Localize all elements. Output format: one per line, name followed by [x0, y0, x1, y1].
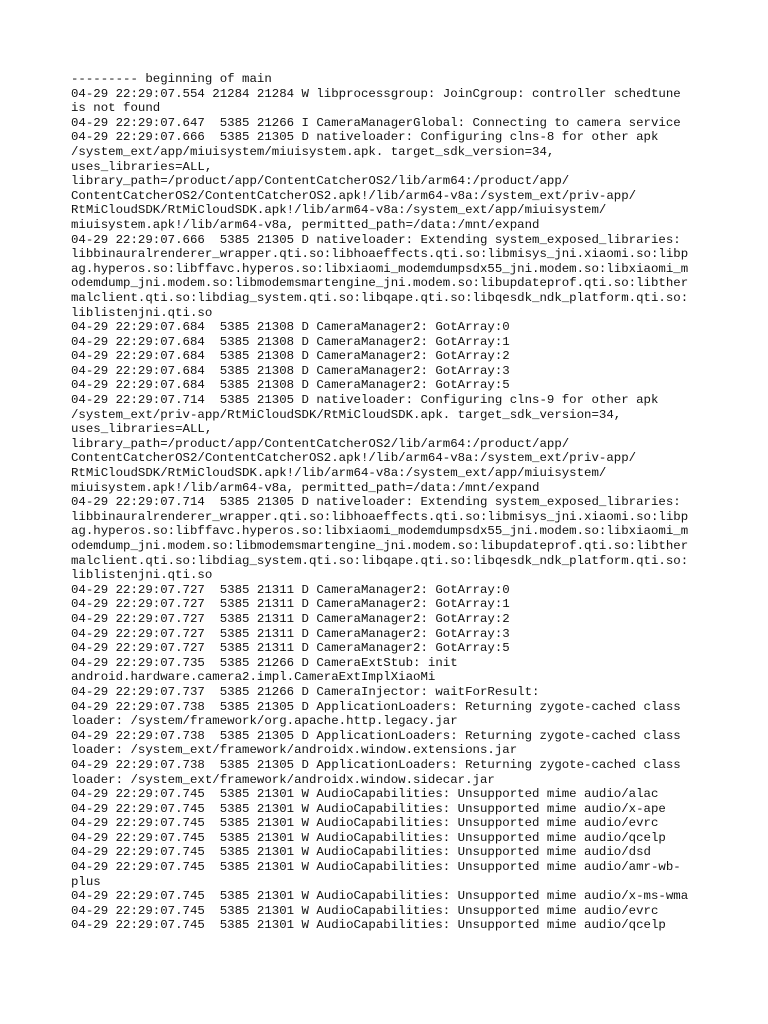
log-line: miuisystem.apk!/lib/arm64-v8a, permitted_path=/data:/mnt/expand: [71, 480, 540, 495]
log-line: 04-29 22:29:07.745 5385 21301 W AudioCapabilities: Unsupported mime audio/evrc: [71, 816, 659, 831]
log-line: 04-29 22:29:07.735 5385 21266 D CameraExtStub: init: [71, 655, 458, 670]
log-line: 04-29 22:29:07.684 5385 21308 D CameraManager2: GotArray:1: [71, 334, 510, 349]
log-line: RtMiCloudSDK/RtMiCloudSDK.apk!/lib/arm64-v8a:/system_ext/app/miuisystem/: [71, 203, 607, 218]
log-line: 04-29 22:29:07.745 5385 21301 W AudioCapabilities: Unsupported mime audio/qcelp: [71, 918, 666, 933]
log-line: plus: [71, 874, 101, 889]
log-line: 04-29 22:29:07.745 5385 21301 W AudioCapabilities: Unsupported mime audio/alac: [71, 787, 659, 802]
log-line: 04-29 22:29:07.647 5385 21266 I CameraManagerGlobal: Connecting to camera service: [71, 115, 681, 130]
log-line: 04-29 22:29:07.684 5385 21308 D CameraManager2: GotArray:5: [71, 378, 510, 393]
log-line: libbinauralrenderer_wrapper.qti.so:libhoaeffects.qti.so:libmisys_jni.xiaomi.so:libp: [71, 247, 689, 262]
log-line: android.hardware.camera2.impl.CameraExtImplXiaoMi: [71, 670, 436, 685]
log-line: /system_ext/app/miuisystem/miuisystem.apk. target_sdk_version=34,: [71, 144, 555, 159]
log-line: 04-29 22:29:07.666 5385 21305 D nativeloader: Extending system_exposed_libraries:: [71, 232, 681, 247]
log-line: 04-29 22:29:07.714 5385 21305 D nativeloader: Extending system_exposed_libraries:: [71, 495, 681, 510]
log-line: 04-29 22:29:07.727 5385 21311 D CameraManager2: GotArray:2: [71, 611, 510, 626]
log-line: 04-29 22:29:07.684 5385 21308 D CameraManager2: GotArray:0: [71, 320, 510, 335]
log-line: 04-29 22:29:07.727 5385 21311 D CameraManager2: GotArray:0: [71, 582, 510, 597]
log-line: ag.hyperos.so:libffavc.hyperos.so:libxiaomi_modemdumpsdx55_jni.modem.so:libxiaomi_m: [71, 261, 689, 276]
log-line: malclient.qti.so:libdiag_system.qti.so:libqape.qti.so:libqesdk_ndk_platform.qti.so:: [71, 553, 689, 568]
log-line: odemdump_jni.modem.so:libmodemsmartengine_jni.modem.so:libupdateprof.qti.so:libther: [71, 276, 689, 291]
log-line: uses_libraries=ALL,: [71, 159, 213, 174]
log-line: liblistenjni.qti.so: [71, 568, 213, 583]
log-line: odemdump_jni.modem.so:libmodemsmartengine_jni.modem.so:libupdateprof.qti.so:libther: [71, 539, 689, 553]
log-line: 04-29 22:29:07.737 5385 21266 D CameraInjector: waitForResult:: [71, 684, 540, 699]
log-line: library_path=/product/app/ContentCatcherOS2/lib/arm64:/product/app/: [71, 436, 570, 451]
log-line: --------- beginning of main: [71, 72, 272, 86]
log-line: loader: /system_ext/framework/androidx.window.extensions.jar: [71, 743, 518, 758]
log-line: miuisystem.apk!/lib/arm64-v8a, permitted_path=/data:/mnt/expand: [71, 217, 540, 232]
log-line: ContentCatcherOS2/ContentCatcherOS2.apk!/lib/arm64-v8a:/system_ext/priv-app/: [71, 188, 637, 203]
log-line: is not found: [71, 101, 161, 116]
log-line: /system_ext/priv-app/RtMiCloudSDK/RtMiCloudSDK.apk. target_sdk_version=34,: [71, 407, 622, 422]
logcat-text-block: [71, 72, 711, 933]
log-line: 04-29 22:29:07.727 5385 21311 D CameraManager2: GotArray:1: [71, 597, 510, 612]
log-line: malclient.qti.so:libdiag_system.qti.so:libqape.qti.so:libqesdk_ndk_platform.qti.so:: [71, 290, 689, 305]
log-line: loader: /system/framework/org.apache.http.legacy.jar: [71, 714, 458, 729]
log-line: 04-29 22:29:07.554 21284 21284 W libprocessgroup: JoinCgroup: controller schedtune: [71, 86, 681, 101]
log-line: ContentCatcherOS2/ContentCatcherOS2.apk!/lib/arm64-v8a:/system_ext/priv-app/: [71, 451, 637, 466]
log-line: 04-29 22:29:07.745 5385 21301 W AudioCapabilities: Unsupported mime audio/evrc: [71, 903, 659, 918]
log-line: 04-29 22:29:07.714 5385 21305 D nativeloader: Configuring clns-9 for other apk: [71, 393, 659, 408]
log-line: 04-29 22:29:07.745 5385 21301 W AudioCapabilities: Unsupported mime audio/qcelp: [71, 830, 666, 845]
log-line: loader: /system_ext/framework/androidx.window.sidecar.jar: [71, 772, 495, 787]
log-line: 04-29 22:29:07.745 5385 21301 W AudioCapabilities: Unsupported mime audio/dsd: [71, 845, 651, 860]
log-line: 04-29 22:29:07.666 5385 21305 D nativeloader: Configuring clns-8 for other apk: [71, 130, 659, 145]
log-line: ag.hyperos.so:libffavc.hyperos.so:libxiaomi_modemdumpsdx55_jni.modem.so:libxiaomi_m: [71, 524, 689, 539]
log-line: 04-29 22:29:07.684 5385 21308 D CameraManager2: GotArray:2: [71, 349, 510, 364]
log-line: 04-29 22:29:07.727 5385 21311 D CameraManager2: GotArray:5: [71, 641, 510, 656]
log-line: 04-29 22:29:07.745 5385 21301 W AudioCapabilities: Unsupported mime audio/x-ape: [71, 801, 666, 816]
log-line: RtMiCloudSDK/RtMiCloudSDK.apk!/lib/arm64-v8a:/system_ext/app/miuisystem/: [71, 466, 607, 481]
log-line: liblistenjni.qti.so: [71, 305, 213, 320]
log-line: 04-29 22:29:07.745 5385 21301 W AudioCapabilities: Unsupported mime audio/amr-wb-: [71, 860, 681, 875]
log-line: 04-29 22:29:07.727 5385 21311 D CameraManager2: GotArray:3: [71, 626, 510, 641]
log-line: libbinauralrenderer_wrapper.qti.so:libhoaeffects.qti.so:libmisys_jni.xiaomi.so:libp: [71, 509, 689, 524]
log-line: 04-29 22:29:07.738 5385 21305 D ApplicationLoaders: Returning zygote-cached class: [71, 699, 681, 714]
log-line: 04-29 22:29:07.745 5385 21301 W AudioCapabilities: Unsupported mime audio/x-ms-wma: [71, 889, 689, 904]
log-line: 04-29 22:29:07.738 5385 21305 D ApplicationLoaders: Returning zygote-cached class: [71, 728, 681, 743]
log-line: 04-29 22:29:07.684 5385 21308 D CameraManager2: GotArray:3: [71, 363, 510, 378]
log-line: 04-29 22:29:07.738 5385 21305 D ApplicationLoaders: Returning zygote-cached class: [71, 757, 681, 772]
log-line: library_path=/product/app/ContentCatcherOS2/lib/arm64:/product/app/: [71, 174, 570, 189]
log-line: uses_libraries=ALL,: [71, 422, 213, 437]
